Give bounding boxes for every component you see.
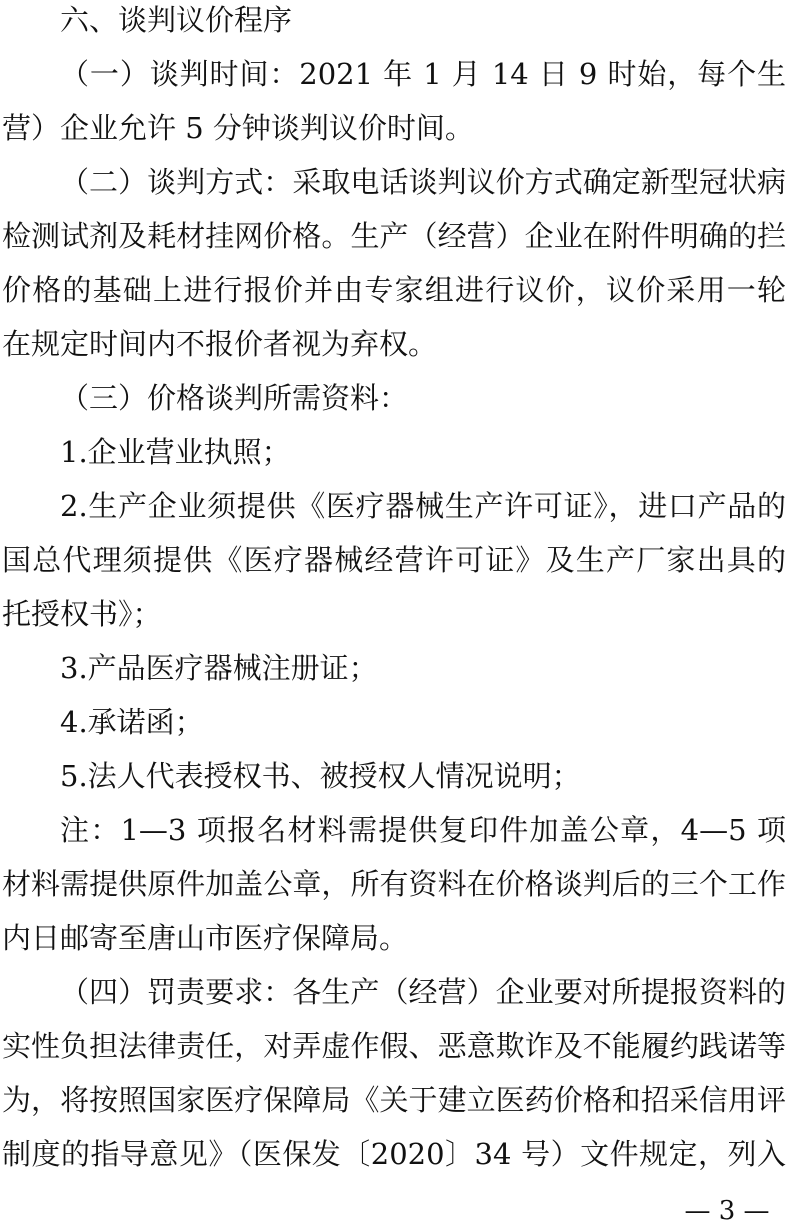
paragraph-line: 国总代理须提供《医疗器械经营许可证》及生产厂家出具的 — [2, 543, 786, 577]
list-item: 4.承诺函； — [60, 705, 204, 739]
list-item: 3.产品医疗器械注册证； — [60, 651, 378, 685]
paragraph-line: 检测试剂及耗材挂网价格。生产（经营）企业在附件明确的拦 — [2, 219, 786, 253]
page-number: — 3 — — [684, 1196, 770, 1226]
paragraph-line: 托授权书》； — [2, 597, 162, 631]
list-item: 5.法人代表授权书、被授权人情况说明； — [60, 759, 581, 793]
list-item: 1.企业营业执照； — [60, 435, 291, 469]
paragraph-line: 制度的指导意见》（医保发〔2020〕34 号）文件规定，列入 — [2, 1137, 786, 1171]
list-item: 2.生产企业须提供《医疗器械生产许可证》，进口产品的 — [60, 489, 786, 523]
paragraph-line: 营）企业允许 5 分钟谈判议价时间。 — [2, 111, 474, 145]
section-heading: 六、谈判议价程序 — [60, 3, 293, 37]
paragraph-line: （四）罚责要求：各生产（经营）企业要对所提报资料的 — [60, 975, 786, 1009]
paragraph-line: 在规定时间内不报价者视为弃权。 — [2, 327, 438, 361]
paragraph-line: 内日邮寄至唐山市医疗保障局。 — [2, 921, 409, 955]
paragraph-line: （一）谈判时间：2021 年 1 月 14 日 9 时始，每个生 — [60, 57, 786, 91]
paragraph-line: 材料需提供原件加盖公章，所有资料在价格谈判后的三个工作 — [2, 867, 786, 901]
paragraph-line: 价格的基础上进行报价并由专家组进行议价，议价采用一轮 — [2, 273, 786, 307]
paragraph-line: 为，将按照国家医疗保障局《关于建立医药价格和招采信用评 — [2, 1083, 786, 1117]
paragraph-line: 实性负担法律责任，对弄虚作假、恶意欺诈及不能履约践诺等 — [2, 1029, 786, 1063]
paragraph-line: （三）价格谈判所需资料： — [60, 381, 409, 415]
paragraph-line: （二）谈判方式：采取电话谈判议价方式确定新型冠状病 — [60, 165, 786, 199]
note-line: 注：1—3 项报名材料需提供复印件加盖公章，4—5 项 — [60, 813, 786, 847]
